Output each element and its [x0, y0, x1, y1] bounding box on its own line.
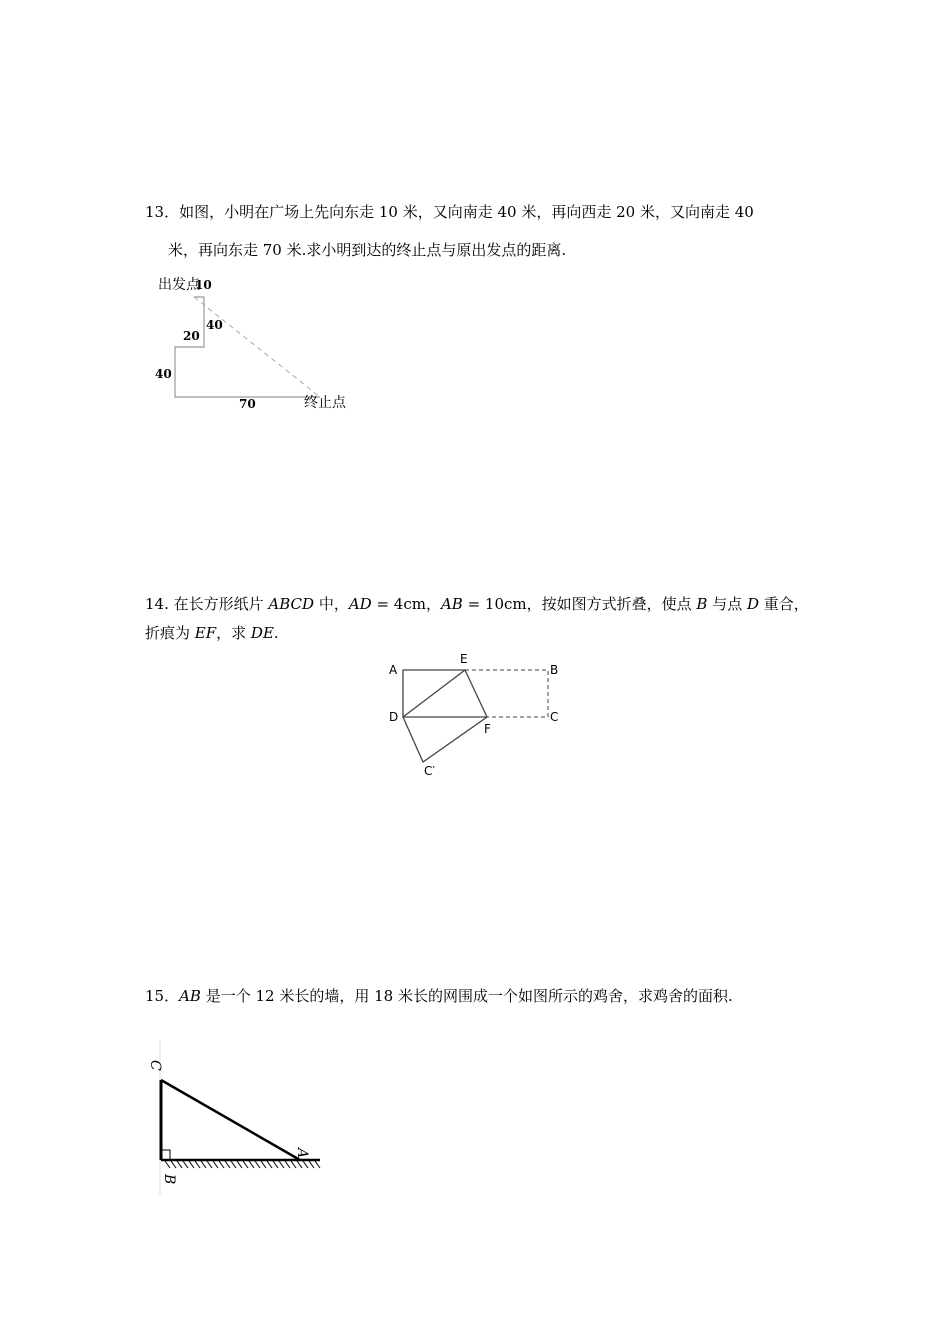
q14-l1-p2: 中，: [314, 595, 349, 613]
q14-label-A: A: [389, 663, 398, 677]
q14-l1-p6: 重合，: [759, 595, 809, 613]
q15-label-A: A: [294, 1148, 310, 1159]
q14-l2-p1: 折痕为: [145, 624, 195, 642]
q14-label-E: E: [460, 652, 468, 666]
q15-hypotenuse-CA: [161, 1080, 300, 1160]
q13-text-line1: 13．如图，小明在广场上先向东走 10 米，又向南走 40 米，再向西走 20 米，又向南走 40: [145, 203, 754, 221]
q14-l1-p1: 14. 在长方形纸片: [145, 595, 269, 613]
q13-end-label: 终止点: [304, 395, 346, 411]
q15-label-C: C: [147, 1060, 163, 1071]
q14-var-ab: AB: [440, 595, 463, 613]
q14-var-b: B: [696, 595, 708, 613]
q14-label-C: C: [550, 710, 559, 724]
q14-var-ad: AD: [348, 595, 372, 613]
q13-seg-40b-label: 40: [155, 367, 172, 381]
q14-label-B: B: [550, 663, 559, 677]
q14-var-d: D: [747, 595, 760, 613]
q13-seg-70-label: 70: [239, 397, 256, 411]
q15-ground-hatching: [165, 1161, 320, 1168]
q14-l1-p5: 与点: [707, 595, 747, 613]
q15-l1-p2: 是一个 12 米长的墙，用 18 米长的网围成一个如图所示的鸡舍，求鸡舍的面积.: [200, 987, 733, 1005]
q14-l1-p3: = 4cm，: [371, 595, 441, 613]
q14-label-F: F: [484, 722, 491, 736]
q13-text-line2: 米，再向东走 70 米.求小明到达的终止点与原出发点的距离.: [168, 241, 567, 259]
q15-right-angle-mark: [162, 1150, 170, 1159]
q14-var-abcd: ABCD: [268, 595, 315, 613]
q14-l2-p2: ，求: [216, 624, 251, 642]
q14-label-C-prime: C′: [424, 764, 436, 778]
q14-l2-p3: .: [273, 624, 279, 642]
q14-l1-p4: = 10cm，按如图方式折叠，使点: [462, 595, 697, 613]
q14-label-D: D: [389, 710, 399, 724]
q15-var-ab: AB: [179, 987, 201, 1005]
q13-seg-20-label: 20: [183, 329, 200, 343]
q15-label-B: B: [161, 1174, 177, 1185]
q13-start-label: 出发点: [158, 277, 200, 293]
q15-l1-p1: 15．: [145, 987, 180, 1005]
q13-seg-40a-label: 40: [206, 318, 223, 332]
q13-seg-10-label: 10: [195, 278, 212, 292]
q14-var-ef: EF: [194, 624, 217, 642]
q14-var-de: DE: [250, 624, 274, 642]
